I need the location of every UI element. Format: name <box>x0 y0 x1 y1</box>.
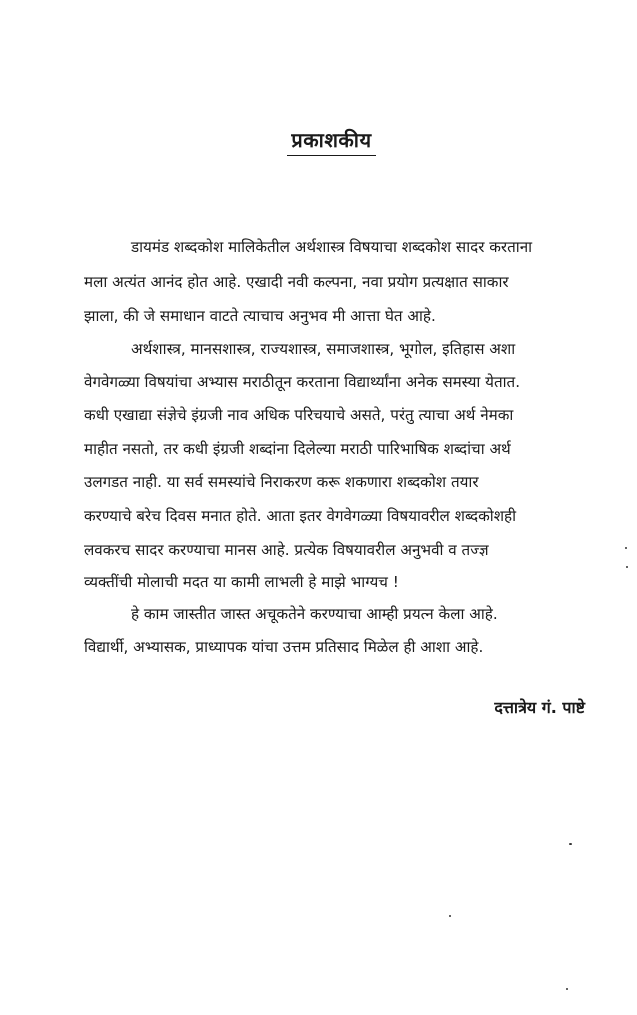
paragraph-3-line-1: हे काम जास्तीत जास्त अचूकतेने करण्याचा आम्ही प्रयत्न केला आहे. <box>131 605 498 623</box>
paragraph-2-line-4: माहीत नसतो, तर कधी इंग्रजी शब्दांना दिलेल्या मराठी पारिभाषिक शब्दांचा अर्थ <box>84 440 511 458</box>
scan-speck <box>449 915 451 917</box>
scan-speck <box>569 843 572 845</box>
paragraph-2-line-8: व्यक्तींची मोलाची मदत या कामी लाभली हे माझे भाग्यच ! <box>84 573 399 591</box>
paragraph-1-line-2: मला अत्यंत आनंद होत आहे. एखादी नवी कल्पना, नवा प्रयोग प्रत्यक्षात साकार <box>84 273 509 291</box>
paragraph-2-line-2: वेगवेगळ्या विषयांचा अभ्यास मराठीतून करताना विद्यार्थ्यांना अनेक समस्या येतात. <box>84 373 521 391</box>
paragraph-2-line-1: अर्थशास्त्र, मानसशास्त्र, राज्यशास्त्र, समाजशास्त्र, भूगोल, इतिहास अशा <box>131 340 516 358</box>
page-title-text: प्रकाशकीय <box>287 126 375 156</box>
paragraph-1-line-1: डायमंड शब्दकोश मालिकेतील अर्थशास्त्र विषयाचा शब्दकोश सादर करताना <box>131 238 533 256</box>
scan-speck <box>566 988 568 990</box>
paragraph-2-line-5: उलगडत नाही. या सर्व समस्यांचे निराकरण करू शकणारा शब्दकोश तयार <box>84 473 479 491</box>
paragraph-2-line-7: लवकरच सादर करण्याचा मानस आहे. प्रत्येक विषयावरील अनुभवी व तज्ज्ञ <box>84 541 489 559</box>
paragraph-2-line-3: कधी एखाद्या संज्ञेचे इंग्रजी नाव अधिक परिचयाचे असते, परंतु त्याचा अर्थ नेमका <box>84 406 514 424</box>
page-title <box>0 126 637 156</box>
paragraph-2-line-6: करण्याचे बरेच दिवस मनात होते. आता इतर वेगवेगळ्या विषयावरील शब्दकोशही <box>84 507 517 525</box>
signature: दत्तात्रेय गं. पाष्टे <box>494 698 585 717</box>
paragraph-1-line-3: झाला, की जे समाधान वाटते त्याचाच अनुभव मी आत्ता घेत आहे. <box>84 307 436 325</box>
scan-speck <box>626 566 628 568</box>
paragraph-3-line-2: विद्यार्थी, अभ्यासक, प्राध्यापक यांचा उत्तम प्रतिसाद मिळेल ही आशा आहे. <box>84 638 484 656</box>
scan-speck <box>625 547 627 549</box>
